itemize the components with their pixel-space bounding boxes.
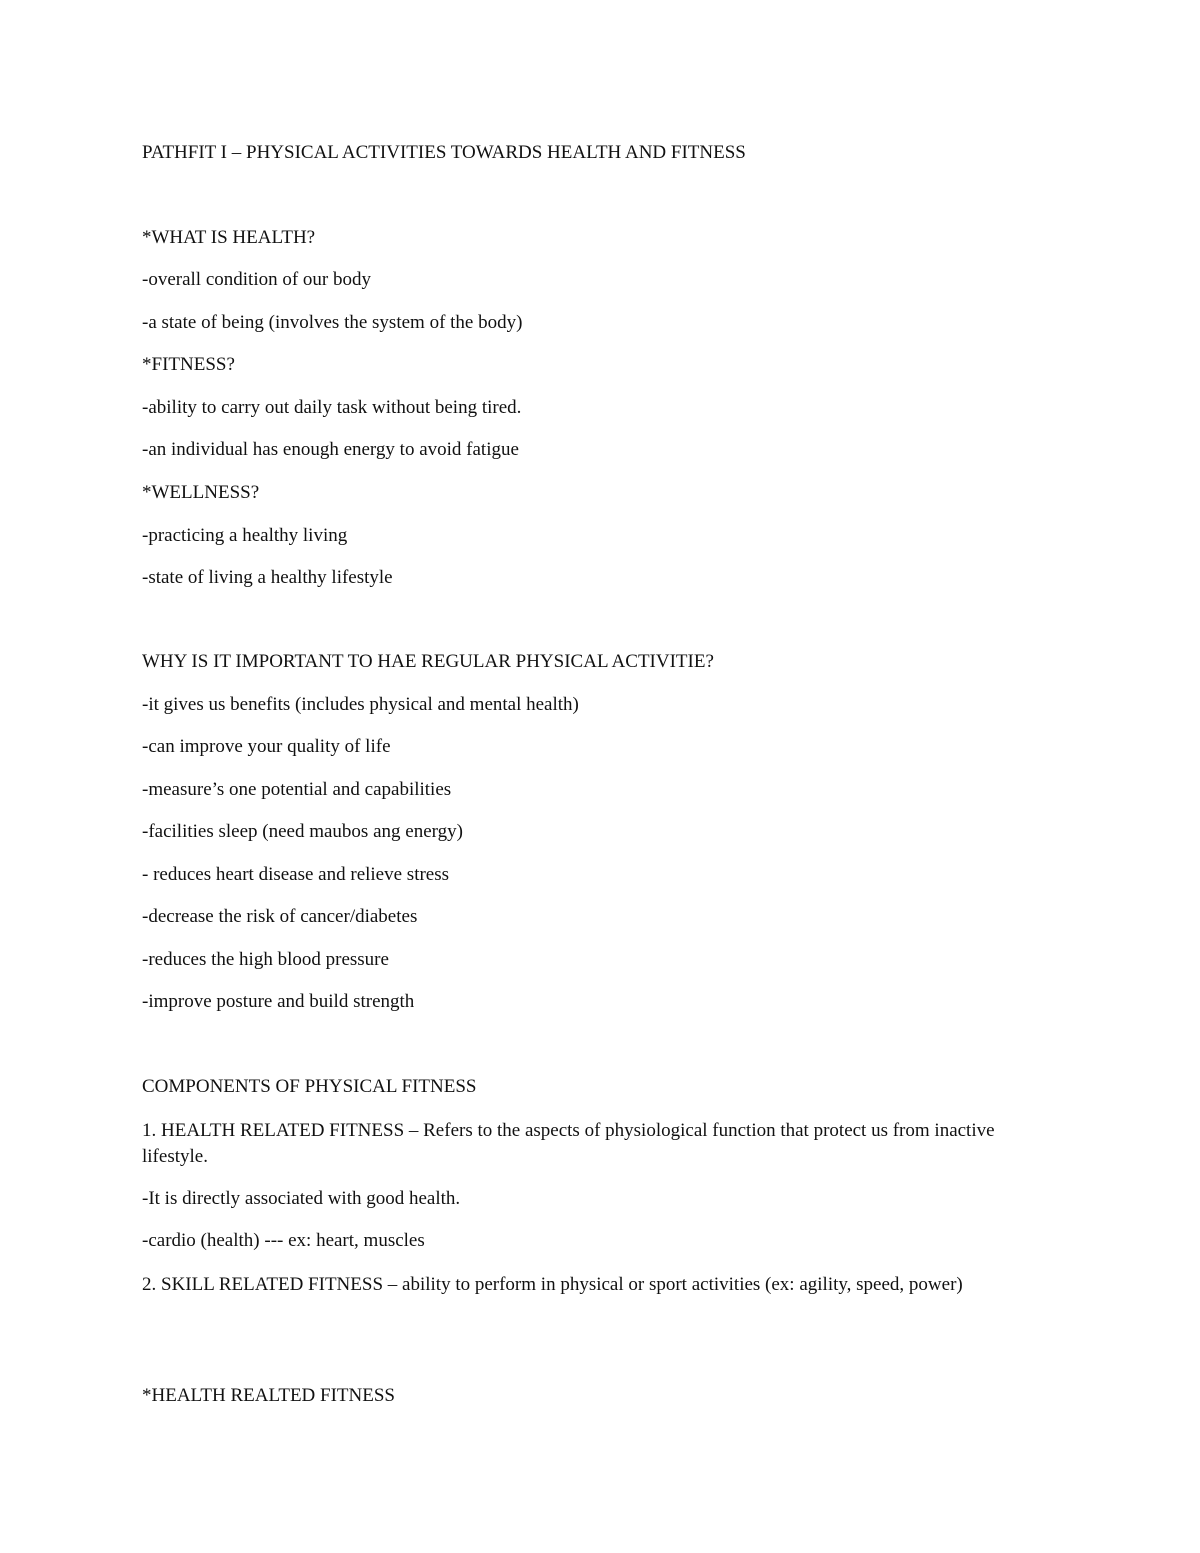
importance-item: -facilities sleep (need maubos ang energy) — [142, 821, 463, 842]
skill-related-fitness-definition: 2. SKILL RELATED FITNESS – ability to perform in physical or sport activities (ex: agility, speed, power) — [142, 1274, 963, 1295]
health-item: -a state of being (involves the system of the body) — [142, 312, 523, 333]
wellness-item: -practicing a healthy living — [142, 525, 348, 546]
health-related-fitness-definition: 1. HEALTH RELATED FITNESS – Refers to the aspects of physiological function that protect us from inactive lifestyle. — [142, 1120, 995, 1167]
importance-item: -can improve your quality of life — [142, 736, 391, 757]
importance-item: - reduces heart disease and relieve stress — [142, 864, 450, 885]
health-related-fitness-heading: *HEALTH REALTED FITNESS — [142, 1385, 395, 1406]
document-title: PATHFIT I – PHYSICAL ACTIVITIES TOWARDS HEALTH AND FITNESS — [142, 142, 746, 163]
importance-item: -measure’s one potential and capabilities — [142, 779, 452, 800]
health-item: -overall condition of our body — [142, 269, 372, 290]
health-related-item: -cardio (health) --- ex: heart, muscles — [142, 1230, 425, 1251]
importance-item: -reduces the high blood pressure — [142, 949, 389, 970]
importance-item: -improve posture and build strength — [142, 991, 415, 1012]
fitness-heading: *FITNESS? — [142, 354, 235, 375]
components-heading: COMPONENTS OF PHYSICAL FITNESS — [142, 1076, 477, 1097]
importance-item: -decrease the risk of cancer/diabetes — [142, 906, 418, 927]
fitness-item: -an individual has enough energy to avoid fatigue — [142, 439, 519, 460]
fitness-item: -ability to carry out daily task without being tired. — [142, 397, 522, 418]
importance-item: -it gives us benefits (includes physical and mental health) — [142, 694, 579, 715]
wellness-heading: *WELLNESS? — [142, 482, 260, 503]
health-related-item: -It is directly associated with good health. — [142, 1188, 461, 1209]
wellness-item: -state of living a healthy lifestyle — [142, 567, 393, 588]
health-heading: *WHAT IS HEALTH? — [142, 227, 316, 248]
importance-heading: WHY IS IT IMPORTANT TO HAE REGULAR PHYSICAL ACTIVITIE? — [142, 651, 714, 672]
